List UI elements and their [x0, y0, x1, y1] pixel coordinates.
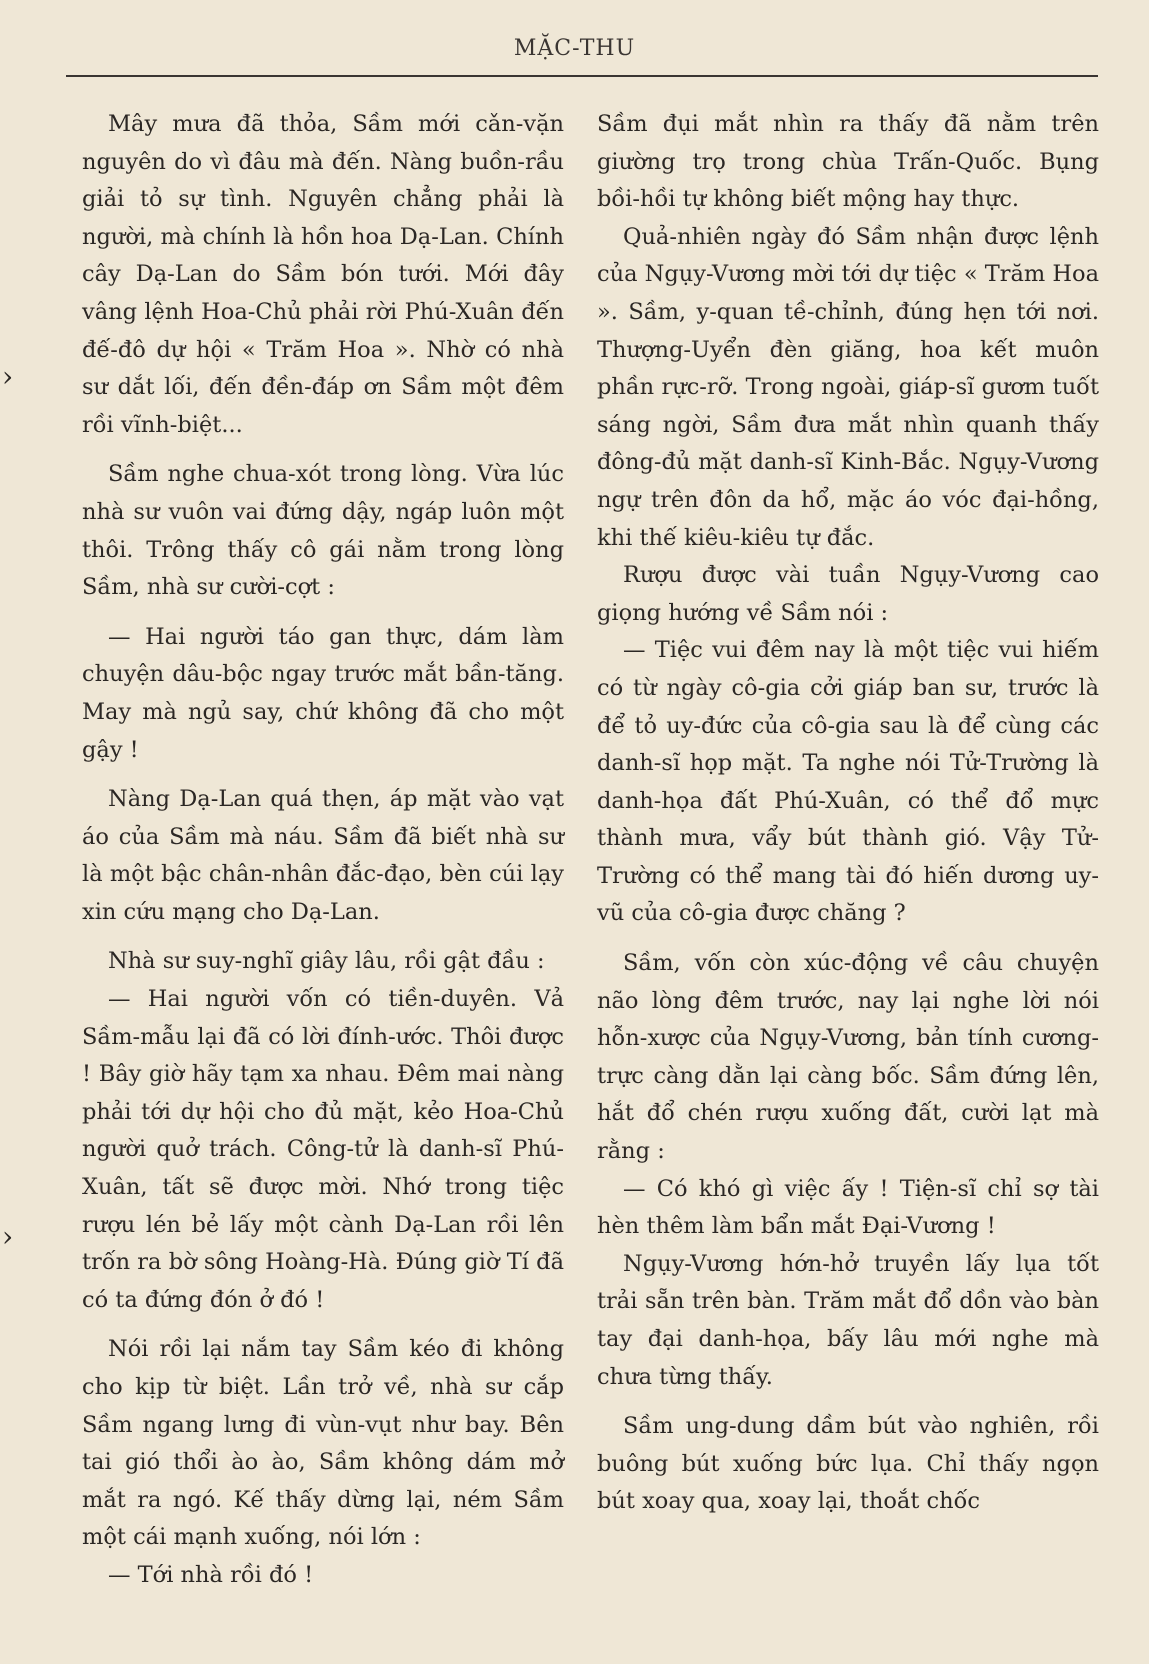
dialogue-line: — Tiệc vui đêm nay là một tiệc vui hiếm có từ ngày cô-gia cởi giáp ban sư, trước là để tỏ uy-đức của cô-gia sau là để cùng các danh-sĩ họp mặt. Ta nghe nói Tử-Trường là danh-họa đất Phú-Xuân, có thể đổ mực thành mưa, vẩy bút thành gió. Vậy Tử-Trường có thể mang tài đó hiến dương uy-vũ của cô-gia được chăng ? — [597, 637, 1099, 927]
left-column — [82, 106, 564, 1595]
paragraph: Nàng Dạ-Lan quá thẹn, áp mặt vào vạt áo của Sầm mà náu. Sầm đã biết nhà sư là một bậc chân-nhân đắc-đạo, bèn cúi lạy xin cứu mạng cho Dạ-Lan. — [82, 786, 564, 925]
paragraph: Sầm đụi mắt nhìn ra thấy đã nằm trên giường trọ trong chùa Trấn-Quốc. Bụng bồi-hồi tự không biết mộng hay thực. — [597, 111, 1099, 213]
paragraph: Sầm ung-dung dầm bút vào nghiên, rồi buông bút xuống bức lụa. Chỉ thấy ngọn bút xoay qua, xoay lại, thoắt chốc — [597, 1413, 1099, 1515]
paragraph: Quả-nhiên ngày đó Sầm nhận được lệnh của Ngụy-Vương mời tới dự tiệc « Trăm Hoa ». Sầm, y-quan tề-chỉnh, đúng hẹn tới nơi. Thượng-Uyển đèn giăng, hoa kết muôn phần rực-rỡ. Trong ngoài, giáp-sĩ gươm tuốt sáng ngời, Sầm đưa mắt nhìn quanh thấy đông-đủ mặt danh-sĩ Kinh-Bắc. Ngụy-Vương ngự trên đôn da hổ, mặc áo vóc đại-hồng, khi thế kiêu-kiêu tự đắc. — [597, 223, 1099, 551]
paragraph: Nhà sư suy-nghĩ giây lâu, rồi gật đầu : — [108, 948, 545, 975]
dialogue-line: — Tới nhà rồi đó ! — [108, 1561, 314, 1588]
paragraph: Sầm, vốn còn xúc-động về câu chuyện não lòng đêm trước, nay lại nghe lời nói hỗn-xược của Ngụy-Vương, bản tính cương-trực càng dằn lại càng bốc. Sầm đứng lên, hắt đổ chén rượu xuống đất, cười lạt mà rằng : — [597, 950, 1099, 1165]
paragraph: Ngụy-Vương hớn-hở truyền lấy lụa tốt trải sẵn trên bàn. Trăm mắt đổ dồn vào bàn tay đại danh-họa, bấy lâu mới nghe mà chưa từng thấy. — [597, 1250, 1099, 1390]
margin-mark: › — [2, 360, 14, 393]
margin-mark: › — [2, 1220, 14, 1253]
dialogue-line: — Hai người táo gan thực, dám làm chuyện dâu-bộc ngay trước mắt bần-tăng. May mà ngủ say, chứ không đã cho một gậy ! — [82, 623, 564, 763]
dialogue-line: — Có khó gì việc ấy ! Tiện-sĩ chỉ sợ tài hèn thêm làm bẩn mắt Đại-Vương ! — [597, 1175, 1099, 1240]
header-rule — [66, 75, 1098, 77]
paragraph: Mây mưa đã thỏa, Sầm mới cǎn-vặn nguyên do vì đâu mà đến. Nàng buồn-rầu giải tỏ sự tình. Nguyên chẳng phải là người, mà chính là hồn hoa Dạ-Lan. Chính cây Dạ-Lan do Sầm bón tưới. Mới đây vâng lệnh Hoa-Chủ phải rời Phú-Xuân đến đế-đô dự hội « Trăm Hoa ». Nhờ có nhà sư dắt lối, đến đền-đáp ơn Sầm một đêm rồi vĩnh-biệt... — [82, 111, 564, 438]
right-column — [597, 106, 1099, 1521]
paragraph: Rượu được vài tuần Ngụy-Vương cao giọng hướng về Sầm nói : — [597, 562, 1099, 626]
paragraph: Sầm nghe chua-xót trong lòng. Vừa lúc nhà sư vuôn vai đứng dậy, ngáp luôn một thôi. Trông thấy cô gái nằm trong lòng Sầm, nhà sư cười-cợt : — [82, 461, 564, 601]
paragraph: Nói rồi lại nắm tay Sầm kéo đi không cho kịp từ biệt. Lần trở về, nhà sư cắp Sầm ngang lưng đi vùn-vụt như bay. Bên tai gió thổi ào ào, Sầm không dám mở mắt ra ngó. Kế thấy dừng lại, ném Sầm một cái mạnh xuống, nói lớn : — [82, 1336, 564, 1551]
running-header: MẶC-THU — [513, 36, 636, 61]
dialogue-line: — Hai người vốn có tiền-duyên. Vả Sầm-mẫu lại đã có lời đính-ước. Thôi được ! Bây giờ hãy tạm xa nhau. Đêm mai nàng phải tới dự hội cho đủ mặt, kẻo Hoa-Chủ người quở trách. Công-tử là danh-sĩ Phú-Xuân, tất sẽ được mời. Nhớ trong tiệc rượu lén bẻ lấy một cành Dạ-Lan rồi lên trốn ra bờ sông Hoàng-Hà. Đúng giờ Tí đã có ta đứng đón ở đó ! — [82, 986, 564, 1313]
